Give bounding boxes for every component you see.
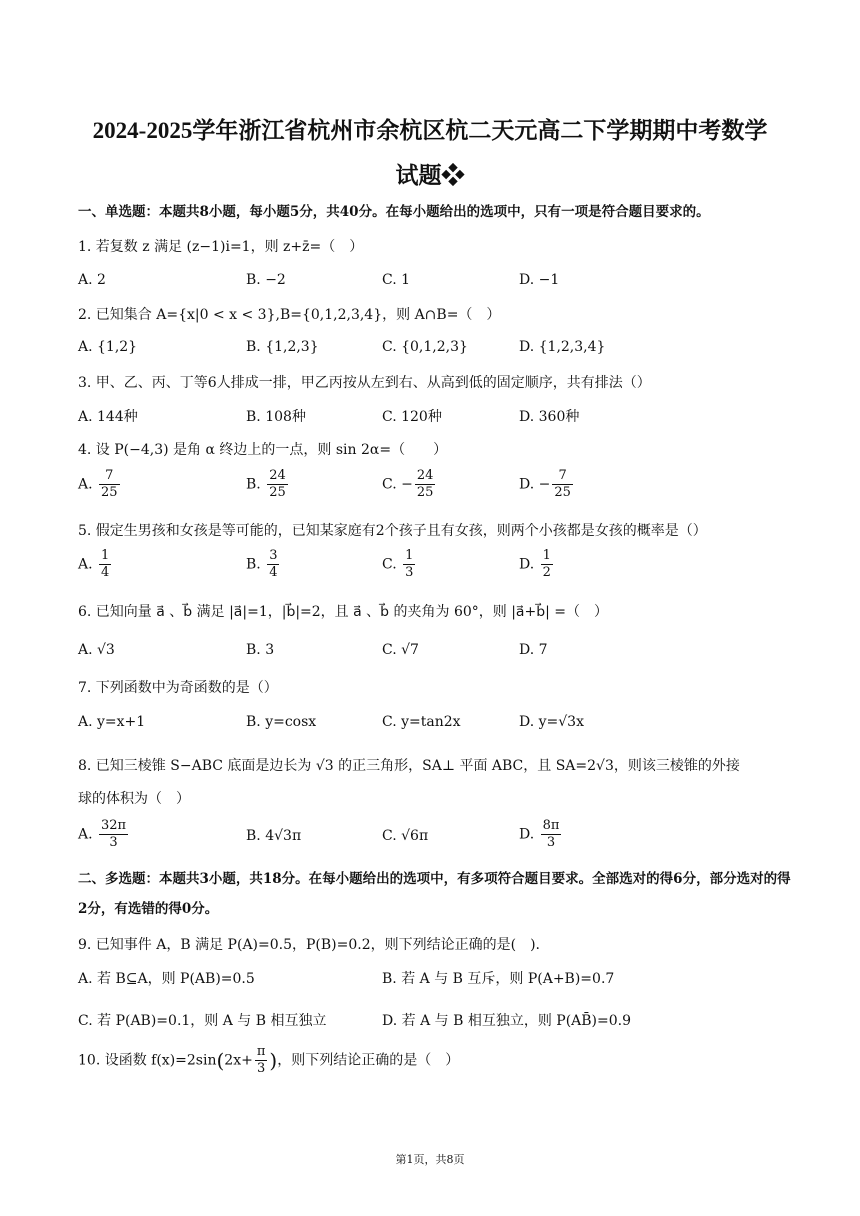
question-6-option-a: A. √3 [78, 642, 115, 658]
question-3-option-d: D. 360种 [519, 409, 580, 425]
page-footer: 第1页，共8页 [395, 1153, 465, 1166]
option-letter: D. [519, 826, 535, 843]
question-7-stem: 7. 下列函数中为奇函数的是（） [78, 680, 278, 696]
question-4-option-c [382, 468, 437, 501]
option-letter: A. [78, 476, 93, 493]
question-9-option-b: B. 若 A 与 B 互斥，则 P(A+B)=0.7 [382, 971, 615, 987]
left-paren: ( [216, 1048, 225, 1073]
option-letter: C. [382, 476, 397, 493]
question-1-option-b: B. −2 [246, 272, 286, 288]
question-4-stem: 4. 设 P(−4,3) 是角 α 终边上的一点，则 sin 2α=（ ） [78, 442, 448, 458]
fraction [99, 468, 120, 501]
option-letter: B. [246, 476, 261, 493]
option-letter: D. [519, 476, 535, 493]
numerator: 1 [405, 548, 414, 563]
question-4-option-a [78, 468, 122, 501]
fraction [267, 548, 279, 581]
numerator: 24 [416, 468, 434, 483]
question-9-stem: 9. 已知事件 A，B 满足 P(A)=0.5，P(B)=0.2，则下列结论正确的是( ). [78, 937, 541, 953]
question-1-stem: 1. 若复数 z 满足 (z−1)i=1，则 z+z̄=（ ） [78, 239, 364, 255]
question-6-option-d: D. 7 [519, 642, 548, 658]
question-6-option-c: C. √7 [382, 642, 419, 658]
option-letter: C. [382, 556, 397, 573]
option-sign: − [401, 476, 413, 493]
question-7-option-a: A. y=x+1 [78, 714, 146, 730]
question-5-option-b [246, 548, 281, 581]
option-letter: B. [246, 556, 261, 573]
numerator: π [256, 1044, 266, 1059]
question-2-option-d: D. {1,2,3,4} [519, 339, 606, 355]
numerator: 8π [542, 818, 560, 833]
denominator: 4 [269, 565, 278, 580]
section-multiple-choice-header: 二、多选题：本题共3小题，共18分。在每小题给出的选项中，有多项符合题目要求。全部选对的得6分，部分选对的得2分，有选错的得0分。 [78, 871, 791, 917]
denominator: 25 [269, 485, 286, 500]
question-2-option-b: B. {1,2,3} [246, 339, 319, 355]
numerator: 3 [269, 548, 278, 563]
denominator: 25 [554, 485, 571, 500]
denominator: 25 [101, 485, 118, 500]
question-10-tail: ，则下列结论正确的是（ ） [277, 1052, 460, 1069]
question-6-stem: 6. 已知向量 a⃗ 、b⃗ 满足 |a⃗|=1，|b⃗|=2，且 a⃗ 、b⃗ 的夹角为 60°，则 |a⃗+b⃗| =（ ） [78, 604, 609, 620]
question-7-option-b: B. y=cosx [246, 714, 317, 730]
fraction [267, 468, 288, 501]
question-3-option-b: B. 108种 [246, 409, 306, 425]
question-1-option-a: A. 2 [78, 272, 106, 288]
question-1-option-d: D. −1 [519, 272, 560, 288]
option-letter: A. [78, 556, 93, 573]
option-letter: D. [519, 556, 535, 573]
numerator: 7 [558, 468, 567, 483]
denominator: 2 [542, 565, 551, 580]
question-9-option-a: A. 若 B⊆A，则 P(AB)=0.5 [78, 971, 255, 987]
question-8-option-a [78, 818, 130, 851]
question-7-option-d: D. y=√3x [519, 714, 584, 730]
option-value: 4√3π [265, 828, 302, 844]
question-5-option-c [382, 548, 417, 581]
right-paren: ) [269, 1048, 278, 1073]
question-4-option-d [519, 468, 575, 501]
question-9-option-c: C. 若 P(AB)=0.1，则 A 与 B 相互独立 [78, 1013, 327, 1029]
denominator: 3 [255, 1060, 268, 1077]
denominator: 3 [99, 834, 128, 851]
question-3-stem: 3. 甲、乙、丙、丁等6人排成一排，甲乙丙按从左到右、从高到低的固定顺序，共有排法（） [78, 375, 651, 391]
fraction [552, 468, 573, 501]
fraction [403, 548, 415, 581]
question-2-option-a: A. {1,2} [78, 339, 138, 355]
question-5-stem: 5. 假定生男孩和女孩是等可能的，已知某家庭有2个孩子且有女孩，则两个小孩都是女孩的概率是（） [78, 523, 707, 539]
question-6-option-b: B. 3 [246, 642, 275, 658]
numerator: 1 [542, 548, 551, 563]
question-8-stem-line1: 8. 已知三棱锥 S−ABC 底面是边长为 √3 的正三角形，SA⊥ 平面 ABC，且 SA=2√3，则该三棱锥的外接 [78, 758, 740, 774]
question-5-option-a [78, 548, 113, 581]
question-3-option-c: C. 120种 [382, 409, 442, 425]
fraction [99, 548, 111, 581]
function-definition: 10. 设函数 f(x)=2sin [78, 1052, 217, 1069]
question-4-option-b [246, 468, 290, 501]
denominator: 3 [541, 834, 562, 851]
option-letter: B. [246, 828, 261, 844]
fraction [255, 1044, 268, 1077]
numerator: 32π [101, 818, 127, 833]
question-1-option-c: C. 1 [382, 272, 411, 288]
question-2-option-c: C. {0,1,2,3} [382, 339, 468, 355]
numerator: 1 [101, 548, 110, 563]
question-2-stem: 2. 已知集合 A={x|0 < x < 3},B={0,1,2,3,4}，则 A∩B=（ ） [78, 307, 501, 323]
question-8-option-d [519, 818, 563, 851]
numerator: 24 [269, 468, 286, 483]
exam-title-line2: 试题❖ [395, 163, 465, 188]
question-8-option-c [382, 828, 428, 844]
numerator: 7 [105, 468, 114, 483]
question-10-stem [78, 1044, 459, 1077]
option-letter: A. [78, 826, 93, 843]
question-8-stem-line2: 球的体积为（ ） [78, 791, 190, 807]
function-argument: 2x+ [224, 1052, 253, 1069]
option-sign: − [538, 476, 551, 493]
question-7-option-c: C. y=tan2x [382, 714, 461, 730]
option-value: √6π [401, 828, 429, 844]
question-8-option-b [246, 828, 301, 844]
question-3-option-a: A. 144种 [78, 409, 138, 425]
fraction [541, 548, 553, 581]
exam-title-line1: 2024-2025学年浙江省杭州市余杭区杭二天元高二下学期期中考数学 [92, 118, 768, 143]
section-single-choice-header: 一、单选题：本题共8小题，每小题5分，共40分。在每小题给出的选项中，只有一项是符合题目要求的。 [78, 204, 710, 220]
denominator: 4 [101, 565, 110, 580]
denominator: 25 [416, 485, 434, 500]
question-9-option-d: D. 若 A 与 B 相互独立，则 P(AB̄)=0.9 [382, 1013, 632, 1029]
denominator: 3 [405, 565, 414, 580]
fraction [99, 818, 128, 851]
fraction [541, 818, 562, 851]
question-5-option-d [519, 548, 555, 581]
fraction [415, 468, 436, 501]
option-letter: C. [382, 828, 397, 844]
